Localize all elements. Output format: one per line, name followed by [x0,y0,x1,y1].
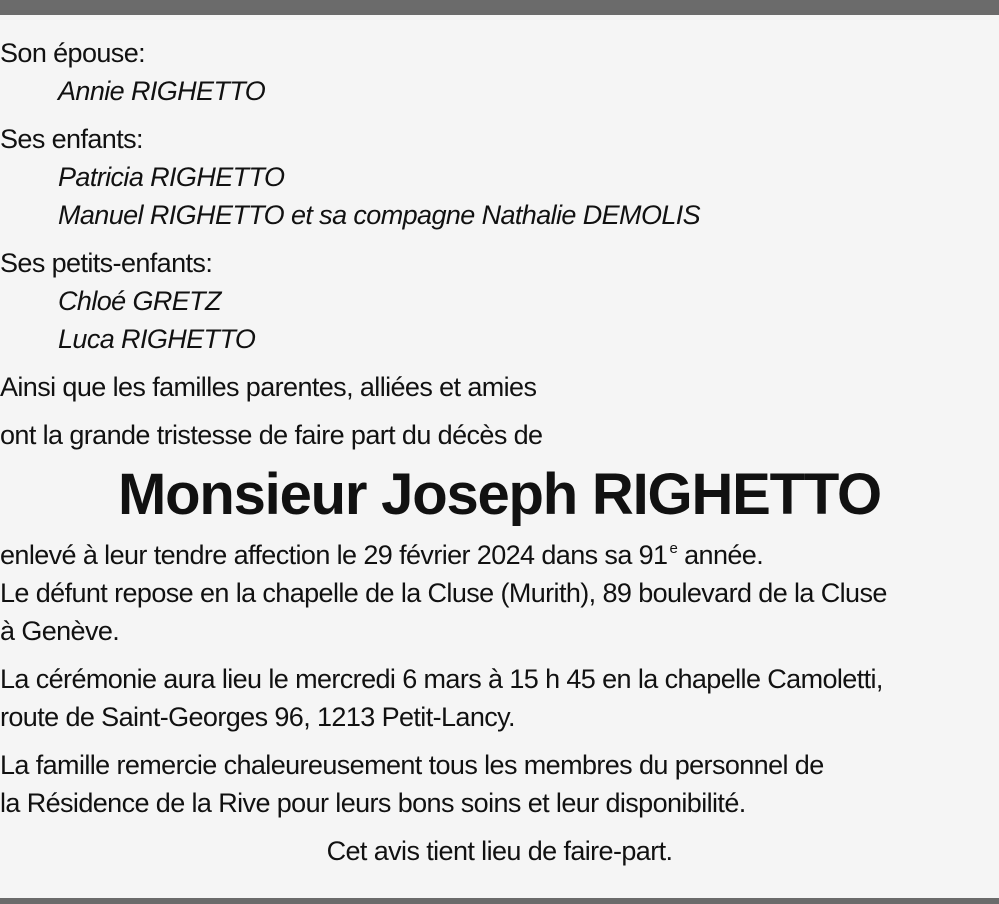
children-section [0,120,999,234]
ceremony-line: route de Saint-Georges 96, 1213 Petit-Lancy. [0,702,515,732]
grandchildren-section [0,244,999,358]
child-name: Patricia RIGHETTO [58,162,285,192]
grandchildren-heading: Ses petits-enfants: [0,248,213,278]
grandchild-name: Chloé GRETZ [58,286,221,316]
rest-place-line: Le défunt repose en la chapelle de la Cluse (Murith), 89 boulevard de la Cluse [0,578,887,608]
deceased-name: Monsieur Joseph RIGHETTO [118,462,881,527]
closing-line: Cet avis tient lieu de faire-part. [326,836,673,866]
death-notice [0,34,999,870]
rest-place-section [0,574,999,650]
thanks-line: La famille remercie chaleureusement tous les membres du personnel de [0,750,824,780]
bottom-rule [0,898,999,904]
spouse-section [0,34,999,110]
death-line [0,536,999,574]
ceremony-section [0,660,999,736]
spouse-name: Annie RIGHETTO [58,76,266,106]
children-heading: Ses enfants: [0,124,143,154]
grandchild-name: Luca RIGHETTO [58,324,256,354]
thanks-line: la Résidence de la Rive pour leurs bons soins et leur disponibilité. [0,788,746,818]
death-text: enlevé à leur tendre affection le 29 février 2024 dans sa 91 [0,540,668,570]
spouse-heading: Son épouse: [0,38,146,68]
families-line: Ainsi que les familles parentes, alliées et amies [0,372,537,402]
top-rule [0,0,999,15]
child-name: Manuel RIGHETTO et sa compagne Nathalie DEMOLIS [58,200,701,230]
announcement-line: ont la grande tristesse de faire part du décès de [0,420,543,450]
ordinal-suffix: e [669,540,678,557]
ceremony-line: La cérémonie aura lieu le mercredi 6 mars à 15 h 45 en la chapelle Camoletti, [0,664,883,694]
death-text-end: année. [677,540,764,570]
thanks-section [0,746,999,822]
rest-place-line: à Genève. [0,616,120,646]
